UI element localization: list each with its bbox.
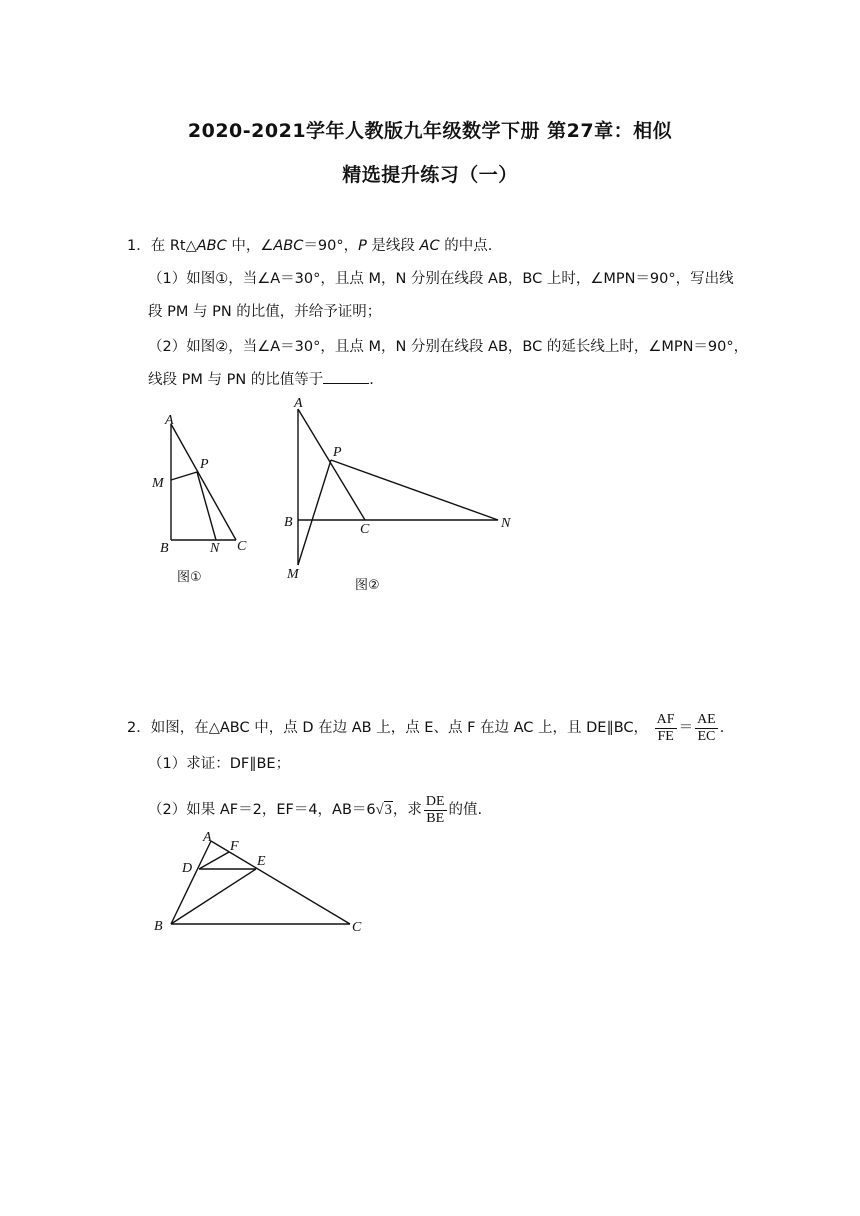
label-a: A bbox=[165, 413, 174, 428]
text: ＝90°， bbox=[303, 238, 359, 254]
label-b: B bbox=[160, 541, 169, 556]
page-title: 2020-2021学年人教版九年级数学下册 第27章：相似 bbox=[187, 120, 673, 142]
text: ，求 bbox=[392, 802, 422, 818]
numerator: DE bbox=[425, 793, 445, 809]
label-n: N bbox=[210, 541, 220, 556]
page-subtitle: 精选提升练习（一） bbox=[342, 164, 518, 186]
text: ABC bbox=[273, 238, 304, 254]
text: （2）如果 AF＝2，EF＝4，AB＝6 bbox=[148, 802, 376, 818]
text: 的中点. bbox=[439, 238, 493, 254]
text: P bbox=[358, 238, 367, 254]
label-m: M bbox=[287, 567, 299, 582]
label-a: A bbox=[203, 830, 212, 845]
label-p: P bbox=[200, 457, 209, 472]
segment-df bbox=[199, 852, 229, 869]
text: 线段 PM 与 PN 的比值等于 bbox=[148, 372, 324, 388]
text: . bbox=[719, 720, 725, 736]
numerator: AF bbox=[656, 711, 675, 727]
label-d: D bbox=[182, 861, 193, 876]
text: ＝ bbox=[678, 720, 694, 736]
label-n: N bbox=[501, 516, 511, 531]
question-number: 1． bbox=[127, 238, 151, 254]
text: AC bbox=[419, 238, 440, 254]
radicand: 3 bbox=[384, 802, 392, 818]
label-e: E bbox=[257, 854, 266, 869]
figure-1-caption: 图① bbox=[177, 570, 202, 585]
label-f: F bbox=[230, 839, 239, 854]
text: ABC bbox=[196, 238, 227, 254]
figure-2-caption: 图② bbox=[355, 578, 380, 593]
question-1-part2-line1: （2）如图②，当∠A＝30°，且点 M，N 分别在线段 AB，BC 的延长线上时，∠MPN＝90°， bbox=[148, 339, 749, 355]
question-1-part1-line1: （1）如图①，当∠A＝30°，且点 M，N 分别在线段 AB，BC 上时，∠MPN＝90°，写出线 bbox=[148, 271, 734, 287]
segment-pm bbox=[298, 460, 331, 565]
text: . bbox=[369, 372, 374, 388]
segment-mp bbox=[171, 472, 197, 480]
text: 是线段 bbox=[366, 238, 420, 254]
segment-ac bbox=[171, 424, 236, 540]
label-p: P bbox=[333, 445, 342, 460]
denominator: EC bbox=[697, 728, 716, 744]
figure-1 bbox=[151, 413, 247, 585]
numerator: AE bbox=[697, 711, 716, 727]
figure-3 bbox=[154, 830, 362, 935]
figure-2 bbox=[284, 396, 511, 593]
label-b: B bbox=[284, 515, 293, 530]
denominator: FE bbox=[657, 728, 674, 744]
question-1-part1-line2: 段 PM 与 PN 的比值，并给予证明； bbox=[148, 304, 382, 320]
question-2-part1: （1）求证：DF∥BE； bbox=[148, 756, 291, 772]
segment-pn bbox=[331, 460, 498, 520]
question-number: 2． bbox=[127, 720, 151, 736]
text: 如图，在△ABC 中，点 D 在边 AB 上，点 E、点 F 在边 AC 上，且 DE∥BC， bbox=[150, 720, 649, 736]
label-m: M bbox=[152, 476, 164, 491]
text: 中，∠ bbox=[226, 238, 274, 254]
text: 在 Rt△ bbox=[150, 238, 197, 254]
text: 的值. bbox=[448, 802, 483, 818]
denominator: BE bbox=[426, 810, 445, 826]
sqrt-symbol: √ bbox=[375, 802, 384, 818]
segment-ac bbox=[298, 409, 365, 520]
label-c: C bbox=[237, 539, 247, 554]
label-c: C bbox=[360, 522, 370, 537]
segment-pn bbox=[197, 472, 216, 540]
label-c: C bbox=[352, 920, 362, 935]
label-a: A bbox=[294, 396, 303, 411]
label-b: B bbox=[154, 919, 163, 934]
